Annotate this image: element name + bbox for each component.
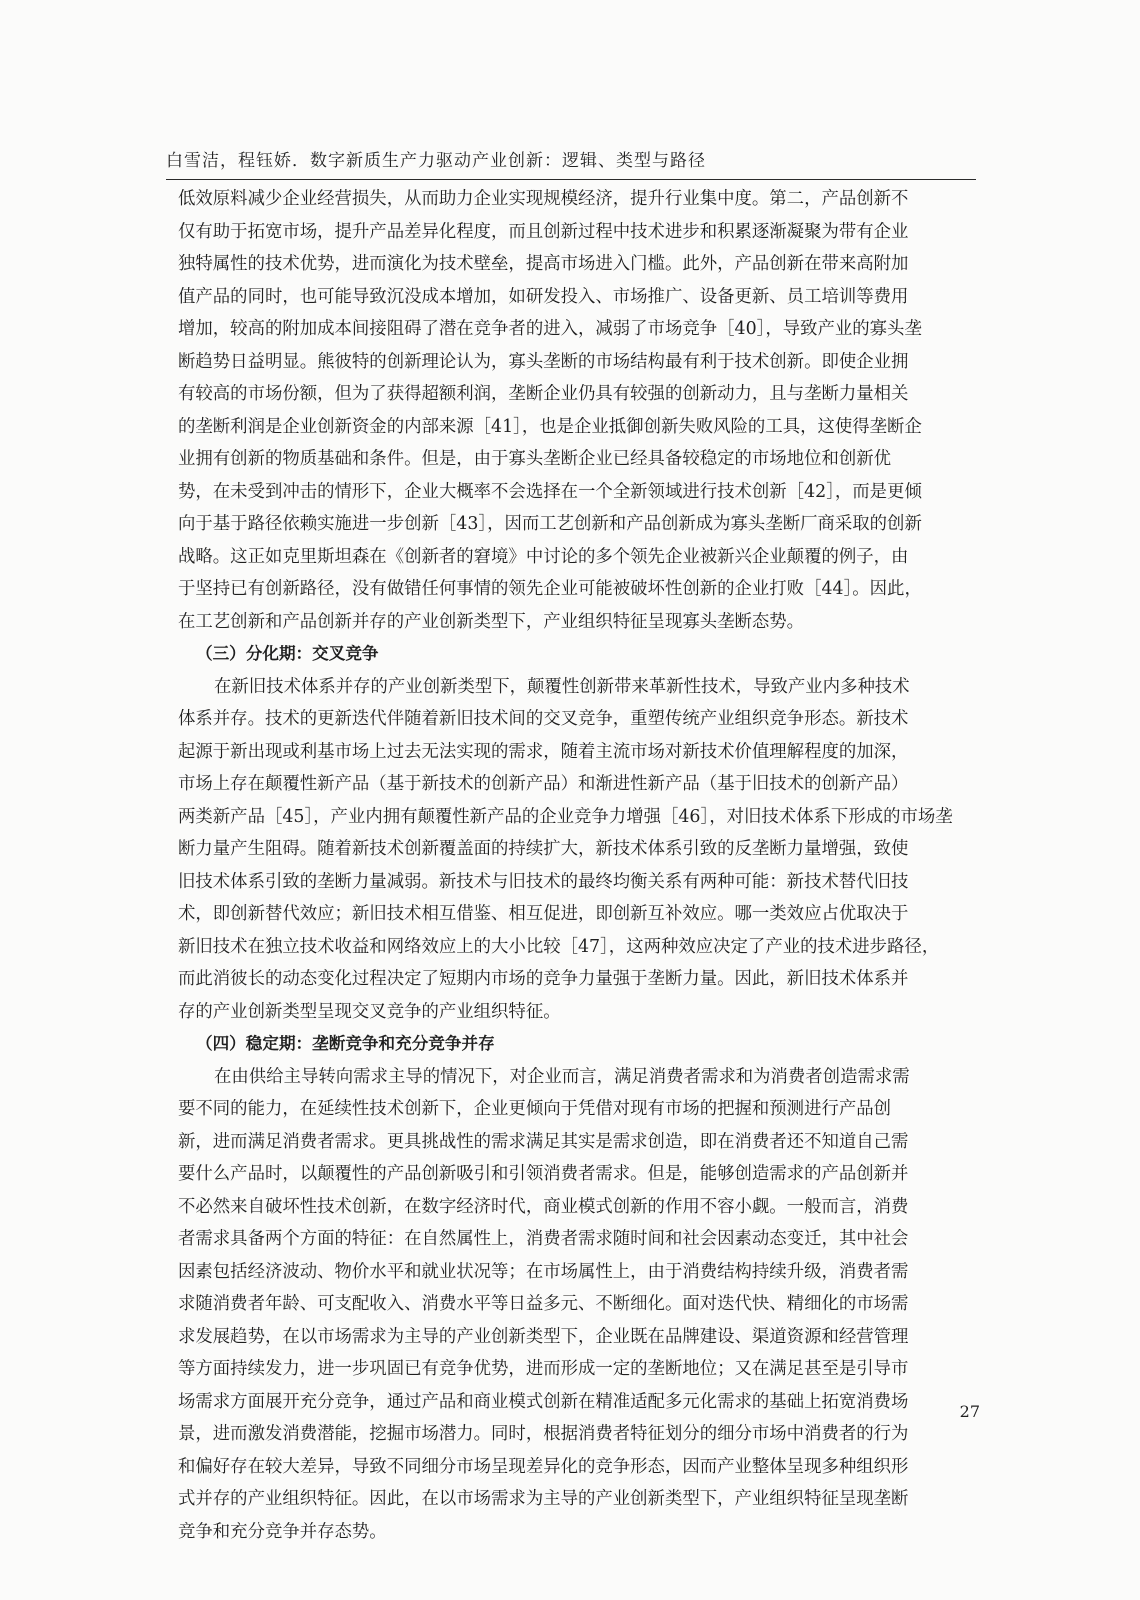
text-line: 仅有助于拓宽市场，提升产品差异化程度，而且创新过程中技术进步和积累逐渐凝聚为带有企业 [178, 221, 909, 242]
text-line: 旧技术体系引致的垄断力量减弱。新技术与旧技术的最终均衡关系有两种可能：新技术替代旧技 [178, 871, 909, 892]
text-line: 战略。这正如克里斯坦森在《创新者的窘境》中讨论的多个领先企业被新兴企业颠覆的例子，由 [178, 546, 909, 567]
text-line: 竞争和充分竞争并存态势。 [178, 1521, 387, 1542]
text-line: 向于基于路径依赖实施进一步创新［43］，因而工艺创新和产品创新成为寡头垄断厂商采取的创新 [178, 514, 922, 534]
text-line: 因素包括经济波动、物价水平和就业状况等；在市场属性上，由于消费结构持续升级，消费者需 [178, 1261, 909, 1282]
text-line: 景，进而激发消费潜能，挖掘市场潜力。同时，根据消费者特征划分的细分市场中消费者的行为 [178, 1424, 909, 1444]
text-line: 两类新产品［45］，产业内拥有颠覆性新产品的企业竞争力增强［46］，对旧技术体系下形成的市场垄 [178, 806, 953, 827]
text-line: 独特属性的技术优势，进而演化为技术壁垒，提高市场进入门槛。此外，产品创新在带来高附加 [178, 254, 909, 274]
text-line: 在由供给主导转向需求主导的情况下，对企业而言，满足消费者需求和为消费者创造需求需 [214, 1066, 910, 1087]
text-line: 者需求具备两个方面的特征：在自然属性上，消费者需求随时间和社会因素动态变迁，其中社会 [178, 1229, 909, 1249]
header-divider [166, 179, 976, 180]
article-body [178, 183, 983, 1548]
text-line: 市场上存在颠覆性新产品（基于新技术的创新产品）和渐进性新产品（基于旧技术的创新产品） [178, 774, 909, 794]
text-line: 体系并存。技术的更新迭代伴随着新旧技术间的交叉竞争，重塑传统产业组织竞争形态。新技术 [178, 709, 909, 729]
page-number: 27 [959, 1402, 980, 1421]
text-line: 新，进而满足消费者需求。更具挑战性的需求满足其实是需求创造，即在消费者还不知道自己需 [178, 1131, 909, 1152]
text-line: 求发展趋势，在以市场需求为主导的产业创新类型下，企业既在品牌建设、渠道资源和经营管理 [178, 1326, 909, 1347]
text-line: 势，在未受到冲击的情形下，企业大概率不会选择在一个全新领域进行技术创新［42］，而是更倾 [178, 481, 922, 502]
text-line: 新旧技术在独立技术收益和网络效应上的大小比较［47］，这两种效应决定了产业的技术进步路径， [178, 936, 940, 957]
text-line: 不必然来自破坏性技术创新，在数字经济时代，商业模式创新的作用不容小觑。一般而言，消费 [178, 1196, 909, 1217]
text-line: 要不同的能力，在延续性技术创新下，企业更倾向于凭借对现有市场的把握和预测进行产品创 [178, 1099, 892, 1119]
text-line: 术，即创新替代效应；新旧技术相互借鉴、相互促进，即创新互补效应。哪一类效应占优取决于 [178, 904, 909, 924]
text-line: 的垄断利润是企业创新资金的内部来源［41］，也是企业抵御创新失败风险的工具，这使得垄断企 [178, 416, 922, 437]
text-line: 要什么产品时，以颠覆性的产品创新吸引和引领消费者需求。但是，能够创造需求的产品创新并 [178, 1164, 909, 1184]
text-line: 有较高的市场份额，但为了获得超额利润，垄断企业仍具有较强的创新动力，且与垄断力量相关 [178, 384, 909, 404]
text-line: 等方面持续发力，进一步巩固已有竞争优势，进而形成一定的垄断地位；又在满足甚至是引导市 [178, 1359, 909, 1379]
text-line: 在新旧技术体系并存的产业创新类型下，颠覆性创新带来革新性技术，导致产业内多种技术 [214, 676, 910, 697]
text-line: 业拥有创新的物质基础和条件。但是，由于寡头垄断企业已经具备较稳定的市场地位和创新优 [178, 449, 892, 469]
text-line: 低效原料减少企业经营损失，从而助力企业实现规模经济，提升行业集中度。第二，产品创新不 [178, 189, 909, 209]
text-line: 而此消彼长的动态变化过程决定了短期内市场的竞争力量强于垄断力量。因此，新旧技术体系并 [178, 969, 909, 989]
section-heading: （三）分化期：交叉竞争 [196, 644, 379, 663]
text-line: 值产品的同时，也可能导致沉没成本增加，如研发投入、市场推广、设备更新、员工培训等费用 [178, 286, 909, 307]
text-line: 增加，较高的附加成本间接阻碍了潜在竞争者的进入，减弱了市场竞争［40］，导致产业的寡头垄 [178, 319, 922, 339]
running-header: 白雪洁，程钰娇．数字新质生产力驱动产业创新：逻辑、类型与路径 [166, 151, 706, 171]
section-heading: （四）稳定期：垄断竞争和充分竞争并存 [196, 1034, 495, 1053]
text-line: 在工艺创新和产品创新并存的产业创新类型下，产业组织特征呈现寡头垄断态势。 [178, 611, 805, 632]
text-line: 求随消费者年龄、可支配收入、消费水平等日益多元、不断细化。面对迭代快、精细化的市场需 [178, 1294, 909, 1314]
text-line: 场需求方面展开充分竞争，通过产品和商业模式创新在精准适配多元化需求的基础上拓宽消费场 [178, 1391, 909, 1412]
text-line: 起源于新出现或利基市场上过去无法实现的需求，随着主流市场对新技术价值理解程度的加深， [178, 741, 909, 762]
text-line: 和偏好存在较大差异，导致不同细分市场呈现差异化的竞争形态，因而产业整体呈现多种组织形 [178, 1456, 909, 1477]
text-line: 于坚持已有创新路径，没有做错任何事情的领先企业可能被破坏性创新的企业打败［44］。因此， [178, 579, 922, 599]
text-line: 断力量产生阻碍。随着新技术创新覆盖面的持续扩大，新技术体系引致的反垄断力量增强，致使 [178, 839, 909, 859]
text-line: 断趋势日益明显。熊彼特的创新理论认为，寡头垄断的市场结构最有利于技术创新。即使企业拥 [178, 351, 909, 372]
text-line: 式并存的产业组织特征。因此，在以市场需求为主导的产业创新类型下，产业组织特征呈现垄断 [178, 1489, 909, 1509]
text-line: 存的产业创新类型呈现交叉竞争的产业组织特征。 [178, 1001, 561, 1022]
